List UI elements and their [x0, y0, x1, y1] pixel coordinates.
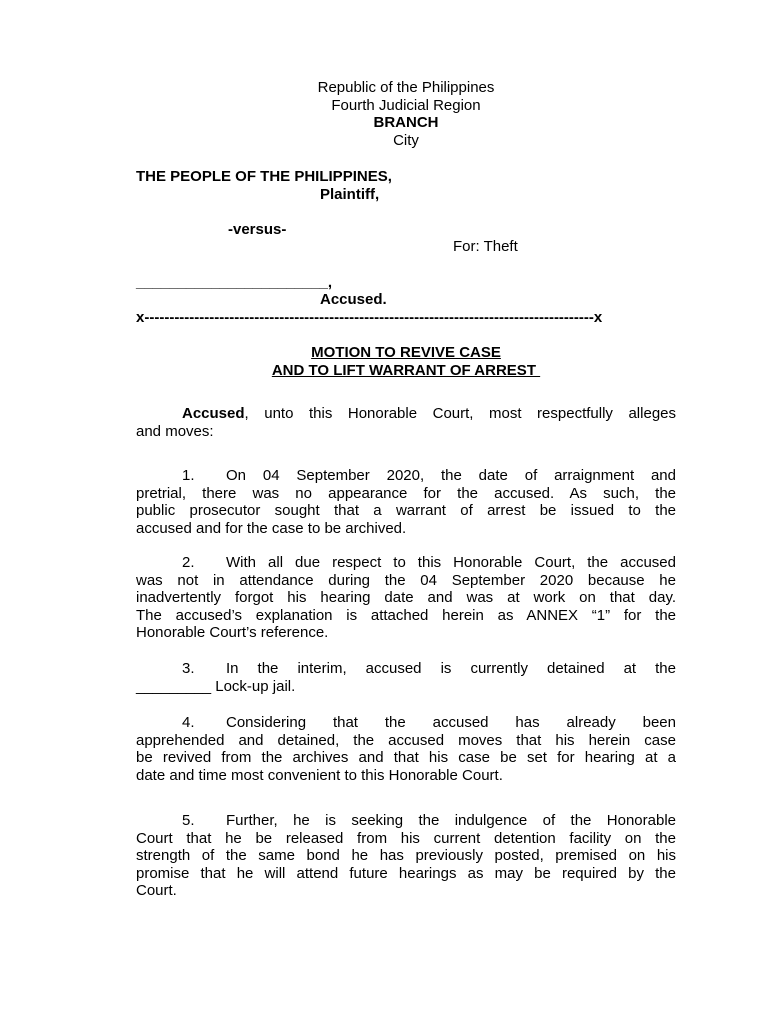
court-country: Republic of the Philippines — [317, 79, 495, 96]
paragraph-line: promise that he will attend future hearings as may be required by the — [136, 864, 676, 882]
paragraph-3 — [136, 660, 676, 695]
paragraph-line: be revived from the archives and that his case be set for hearing at a — [136, 749, 676, 766]
paragraph-line: On 04 September 2020, the date of arraignment and — [226, 467, 676, 484]
intro-paragraph — [136, 405, 676, 440]
motion-title-line1: MOTION TO REVIVE CASE — [311, 344, 501, 361]
paragraph-number: 2. — [182, 554, 195, 571]
paragraph-line: accused and for the case to be archived. — [136, 519, 407, 537]
intro-bold-word: Accused — [182, 405, 245, 422]
plaintiff-role: Plaintiff, — [320, 186, 380, 203]
paragraph-number: 1. — [182, 467, 195, 484]
paragraph-line: The accused’s explanation is attached herein as ANNEX “1” for the — [136, 606, 676, 624]
versus-label: -versus- — [228, 221, 287, 238]
paragraph-line: Further, he is seeking the indulgence of the Honorable — [226, 812, 676, 829]
case-nature: For: Theft — [453, 238, 518, 255]
paragraph-line: Court. — [136, 882, 177, 899]
court-branch: BRANCH — [373, 114, 439, 131]
court-header — [0, 79, 768, 149]
court-region: Fourth Judicial Region — [331, 96, 481, 114]
paragraph-4 — [136, 714, 676, 784]
accused-name-blank: _______________________, — [136, 274, 333, 291]
intro-line1: , unto this Honorable Court, most respectfully alleges — [244, 405, 676, 422]
paragraph-number: 3. — [182, 660, 195, 677]
paragraph-line: Considering that the accused has already been — [226, 714, 676, 731]
paragraph-line: With all due respect to this Honorable Court, the accused — [226, 554, 676, 571]
plaintiff-name: THE PEOPLE OF THE PHILIPPINES, — [136, 168, 392, 185]
paragraph-line: In the interim, accused is currently detained at the — [226, 660, 676, 677]
paragraph-line: date and time most convenient to this Honorable Court. — [136, 766, 503, 784]
intro-line2: and moves: — [136, 422, 214, 440]
paragraph-line: Court that he be released from his current detention facility on the — [136, 829, 676, 847]
paragraph-line: _________ Lock-up jail. — [136, 677, 296, 695]
court-city: City — [393, 131, 419, 149]
paragraph-5 — [136, 812, 676, 900]
paragraph-number: 4. — [182, 714, 195, 731]
accused-role: Accused. — [320, 291, 387, 308]
caption-separator: x------------------------------------------------------------------------------------------x — [136, 309, 603, 326]
paragraph-number: 5. — [182, 812, 195, 829]
paragraph-line: pretrial, there was no appearance for the accused. As such, the — [136, 484, 676, 502]
paragraph-line: Honorable Court’s reference. — [136, 624, 329, 641]
paragraph-line: was not in attendance during the 04 September 2020 because he — [136, 571, 676, 589]
paragraph-1 — [136, 467, 676, 537]
paragraph-2 — [136, 554, 676, 642]
paragraph-line: inadvertently forgot his hearing date and was at work on that day. — [136, 589, 676, 606]
paragraph-line: strength of the same bond he has previously posted, premised on his — [136, 847, 676, 864]
paragraph-line: apprehended and detained, the accused moves that his herein case — [136, 731, 676, 749]
paragraph-line: public prosecutor sought that a warrant of arrest be issued to the — [136, 502, 676, 519]
motion-title-line2: AND TO LIFT WARRANT OF ARREST — [271, 362, 541, 379]
